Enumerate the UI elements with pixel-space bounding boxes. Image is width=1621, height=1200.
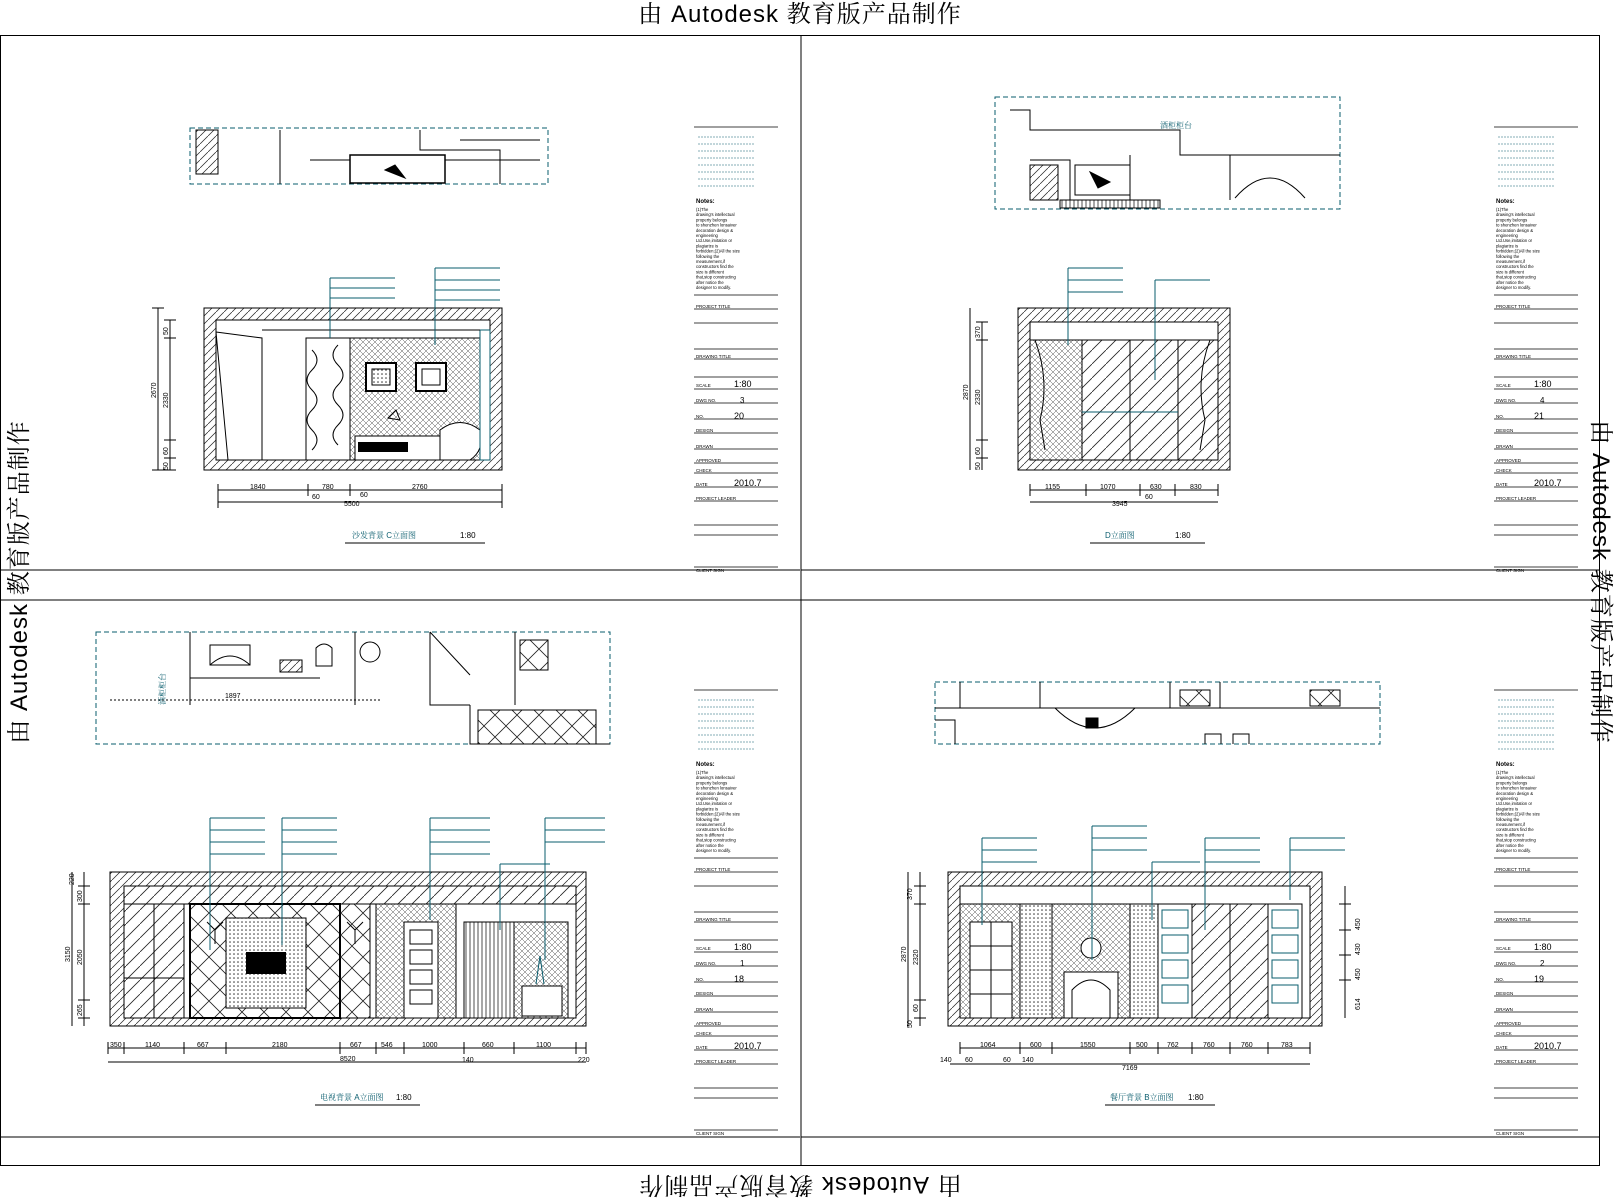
date-value: 2010.7 [1534,1041,1562,1051]
drawn-label: DRAWN [1496,1007,1513,1012]
leader-label: PROJECT LEADER [696,496,737,501]
notes-line: designer to modify. [1496,285,1532,290]
notes-line: decoration design & [696,227,734,233]
plan-label-tr: 酒柜柜台 [1160,121,1192,130]
view-title-tl-text: 沙发背景 C立面图 [352,531,416,540]
view-title-bl-text: 电视背景 A立面图 [320,1093,384,1102]
elevation-tl [204,308,502,470]
dwg-value: 2 [1540,959,1545,968]
view-title-tr-text: D立面图 [1105,531,1135,540]
dim-bl-h-9: 220 [578,1057,590,1064]
notes-line: plagiarize is [1496,243,1519,249]
no-value: 21 [1534,411,1545,421]
leader-label: PROJECT LEADER [1496,1059,1537,1064]
view-title-tl [345,530,485,543]
notes-line: Ltd.Use,imitation or [696,801,733,807]
notes-line: measurement,if [696,822,725,827]
dim-br-h-3: 500 [1136,1042,1148,1049]
dim-bl-h-1: 1140 [145,1042,161,1049]
dim-bl-h-0: 350 [110,1042,122,1049]
dim-bl-h-8: 1100 [536,1042,552,1049]
plan-view-br [935,682,1380,744]
dim-br-h-2: 1550 [1080,1042,1096,1049]
notes-line: Ltd.Use,imitation or [1496,801,1533,807]
check-label: CHECK [696,1031,712,1036]
title-block-br [1494,690,1578,1136]
title-block-bl [694,690,778,1136]
dim-br-h-5: 760 [1203,1042,1215,1049]
leader-label: PROJECT LEADER [696,1059,737,1064]
no-label: NO. [696,414,705,419]
notes-line: decoration design & [696,790,734,796]
leader-label: PROJECT LEADER [1496,496,1537,501]
scale-label: SCALE [696,383,711,388]
dwg-label: DWG NO. [696,398,717,403]
scale-label: SCALE [1496,946,1511,951]
project-title-label: PROJECT TITLE [1496,867,1531,872]
notes-label: Notes: [1496,762,1515,768]
notes-label: Notes: [696,762,715,768]
notes-line: constructors find the [696,264,734,270]
scale-label: SCALE [1496,383,1511,388]
notes-line: constructors find the [1496,264,1534,270]
plan-view-tl [190,128,548,184]
dim-bl-h-4: 667 [350,1042,362,1049]
client-sign-label: CLIENT SIGN [696,1131,725,1136]
dim-br-v-3: 50 [907,1020,914,1028]
notes-line: following the [696,253,720,259]
notes-line: (1)The [1496,770,1509,775]
dim-tr-v-1: 2330 [975,389,982,405]
date-value: 2010.7 [734,1041,762,1051]
dwg-value: 4 [1540,396,1545,405]
dim-tl-h-2: 2760 [412,484,428,491]
dwg-label: DWG NO. [696,961,717,966]
notes-line: measurement,if [1496,822,1525,827]
notes-line: after notice the [696,842,724,848]
elevation-tr [1018,308,1230,470]
dim-tl-h-0: 1840 [250,484,266,491]
dwg-label: DWG NO. [1496,398,1517,403]
dim-tr-h-1: 1070 [1100,484,1116,491]
dim-tl-total: 5500 [344,501,360,508]
drawn-label: DRAWN [696,444,713,449]
view-title-bl [315,1092,420,1105]
drawing-title-label: DRAWING TITLE [696,917,732,922]
dim-tr-h-0: 1155 [1045,484,1061,491]
dim-tr-v-2: 60 [975,447,982,455]
design-label: DESIGN [696,991,714,996]
drawing-title-label: DRAWING TITLE [696,354,732,359]
dim-br-h-0: 1064 [980,1042,996,1049]
notes-line: size is different [696,832,724,838]
notes-line: forbidden;(2)All the size [696,248,740,254]
dim-br-sub-3: 140 [1022,1057,1034,1064]
notes-line: that,stop constructing [696,837,736,843]
notes-line: engineering [696,796,718,801]
client-sign-label: CLIENT SIGN [1496,568,1525,573]
check-label: CHECK [696,468,712,473]
drawing-title-label: DRAWING TITLE [1496,354,1532,359]
check-label: CHECK [1496,1031,1512,1036]
notes-line: forbidden;(2)All the size [1496,248,1540,254]
dim-br-h-6: 760 [1241,1042,1253,1049]
dim-br-sub-0: 140 [940,1057,952,1064]
notes-line: property belongs [696,780,728,786]
project-title-label: PROJECT TITLE [696,304,731,309]
dim-tr-total: 3945 [1112,501,1128,508]
notes-line: to shenzhen lonsaiver [1496,222,1537,228]
notes-line: (1)The [696,770,709,775]
notes-line: size is different [696,269,724,275]
notes-line: designer to modify. [696,285,732,290]
dim-bl-h-6: 1000 [422,1042,438,1049]
dim-tr-v-3: 50 [975,462,982,470]
notes-line: plagiarize is [696,243,719,249]
dim-br-h-7: 783 [1281,1042,1293,1049]
dim-br-h-4: 762 [1167,1042,1179,1049]
notes-line: (1)The [696,207,709,212]
notes-line: constructors find the [1496,827,1534,833]
date-value: 2010.7 [1534,478,1562,488]
dim-tl-v-0: 50 [163,327,170,335]
dim-br-v-1: 2320 [913,949,920,965]
notes-line: that,stop constructing [696,274,736,280]
date-label: DATE [696,1045,708,1050]
notes-line: after notice the [696,279,724,285]
notes-line: plagiarize is [1496,806,1519,812]
dim-bl-total: 8520 [340,1056,356,1063]
notes-line: following the [1496,816,1520,822]
title-block-tl [694,127,778,573]
notes-line: that,stop constructing [1496,274,1536,280]
dim-tr-h-2: 630 [1150,484,1162,491]
notes-label: Notes: [1496,199,1515,205]
notes-line: drawing's intellectual [696,212,735,218]
dim-tl-v-1: 2330 [163,392,170,408]
no-label: NO. [696,977,705,982]
approved-label: APPROVED [1496,458,1522,463]
watermark-left: 由 Autodesk 教育版产品制作 [6,420,33,744]
sheet-top-left [151,128,548,543]
sheet-top-right [963,97,1340,543]
notes-line: size is different [1496,269,1524,275]
notes-line: constructors find the [696,827,734,833]
notes-line: plagiarize is [696,806,719,812]
dim-bl-v-3: 265 [77,1004,84,1016]
notes-line: engineering [1496,796,1518,801]
dwg-value: 3 [740,396,745,405]
dim-bl-h-3: 2180 [272,1042,288,1049]
notes-line: Ltd.Use,imitation or [1496,238,1533,244]
notes-line: measurement,if [1496,259,1525,264]
client-sign-label: CLIENT SIGN [1496,1131,1525,1136]
dim-tl-v-total: 2670 [151,382,158,398]
notes-line: drawing's intellectual [1496,775,1535,781]
view-scale-bl: 1:80 [396,1093,412,1102]
notes-line: decoration design & [1496,227,1534,233]
scale-value: 1:80 [1534,379,1552,389]
watermark-bottom: 由 Autodesk 教育版产品制作 [638,1171,962,1198]
notes-line: that,stop constructing [1496,837,1536,843]
notes-line: forbidden;(2)All the size [696,811,740,817]
notes-line: to shenzhen lonsaiver [1496,785,1537,791]
dim-tl-v-2: 60 [163,447,170,455]
view-scale-tr: 1:80 [1175,531,1191,540]
no-value: 20 [734,411,745,421]
view-title-br-text: 餐厅背景 B立面图 [1110,1093,1174,1102]
notes-line: to shenzhen lonsaiver [696,222,737,228]
date-label: DATE [696,482,708,487]
dim-bl-v-2: 2050 [77,949,84,965]
approved-label: APPROVED [696,458,722,463]
notes-line: decoration design & [1496,790,1534,796]
scale-value: 1:80 [1534,942,1552,952]
dim-br-vr-0: 450 [1355,918,1362,930]
notes-line: following the [696,816,720,822]
dim-bl-h-5: 546 [381,1042,393,1049]
design-label: DESIGN [696,428,714,433]
dwg-value: 1 [740,959,745,968]
notes-line: engineering [696,233,718,238]
notes-line: drawing's intellectual [696,775,735,781]
date-value: 2010.7 [734,478,762,488]
dim-tl-h-1: 780 [322,484,334,491]
notes-line: after notice the [1496,842,1524,848]
dim-br-v-0: 370 [907,888,914,900]
date-label: DATE [1496,1045,1508,1050]
view-title-tr [1090,530,1205,543]
view-scale-tl: 1:80 [460,531,476,540]
drawn-label: DRAWN [1496,444,1513,449]
scale-value: 1:80 [734,942,752,952]
dim-bl-v-total: 3150 [65,946,72,962]
dim-bl-sub-0: 140 [462,1057,474,1064]
notes-line: property belongs [696,217,728,223]
notes-line: engineering [1496,233,1518,238]
notes-line: after notice the [1496,279,1524,285]
project-title-label: PROJECT TITLE [1496,304,1531,309]
sheet-bottom-right [901,682,1380,1105]
notes-line: designer to modify. [1496,848,1532,853]
dim-tr-h-3: 830 [1190,484,1202,491]
dim-br-vr-3: 614 [1355,998,1362,1010]
notes-line: size is different [1496,832,1524,838]
notes-line: measurement,if [696,259,725,264]
project-title-label: PROJECT TITLE [696,867,731,872]
design-label: DESIGN [1496,991,1514,996]
no-value: 19 [1534,974,1545,984]
scale-label: SCALE [696,946,711,951]
dim-tl-sub-1: 60 [360,492,368,499]
dwg-label: DWG NO. [1496,961,1517,966]
dim-br-h-1: 600 [1030,1042,1042,1049]
design-label: DESIGN [1496,428,1514,433]
elevation-br [948,872,1322,1026]
dim-bl-h-7: 660 [482,1042,494,1049]
check-label: CHECK [1496,468,1512,473]
notes-line: designer to modify. [696,848,732,853]
dim-br-v-total: 2870 [901,946,908,962]
dim-tl-v-3: 50 [163,462,170,470]
dim-br-sub-2: 60 [1003,1057,1011,1064]
notes-line: to shenzhen lonsaiver [696,785,737,791]
dim-tl-sub-0: 60 [312,494,320,501]
approved-label: APPROVED [696,1021,722,1026]
dim-bl-v-0: 220 [69,873,76,885]
no-label: NO. [1496,414,1505,419]
notes-line: forbidden;(2)All the size [1496,811,1540,817]
plan-view-tr [995,97,1340,209]
dim-tr-v-0: 370 [975,326,982,338]
dim-br-vr-2: 450 [1355,968,1362,980]
scale-value: 1:80 [734,379,752,389]
dim-br-sub-1: 60 [965,1057,973,1064]
approved-label: APPROVED [1496,1021,1522,1026]
no-label: NO. [1496,977,1505,982]
dim-bl-v-1: 300 [77,890,84,902]
dim-br-total: 7169 [1122,1065,1138,1072]
client-sign-label: CLIENT SIGN [696,568,725,573]
sheet-bottom-left [65,632,610,1105]
notes-label: Notes: [696,199,715,205]
elevation-bl [110,872,586,1026]
notes-line: drawing's intellectual [1496,212,1535,218]
no-value: 18 [734,974,745,984]
drawing-title-label: DRAWING TITLE [1496,917,1532,922]
dim-tr-v-total: 2870 [963,384,970,400]
dim-br-vr-1: 430 [1355,943,1362,955]
notes-line: (1)The [1496,207,1509,212]
dim-tr-sub-0: 60 [1145,494,1153,501]
watermark-right: 由 Autodesk 教育版产品制作 [1587,420,1614,744]
drawn-label: DRAWN [696,1007,713,1012]
notes-line: property belongs [1496,780,1528,786]
notes-line: Ltd.Use,imitation or [696,238,733,244]
plan-view-bl [96,632,610,744]
dim-br-v-2: 60 [913,1004,920,1012]
plan-label-bl: 酒柜柜台 [158,673,167,705]
plan-dim-bl: 1897 [225,693,241,700]
notes-line: property belongs [1496,217,1528,223]
notes-line: following the [1496,253,1520,259]
view-scale-br: 1:80 [1188,1093,1204,1102]
watermark-top: 由 Autodesk 教育版产品制作 [638,1,962,28]
date-label: DATE [1496,482,1508,487]
title-block-tr [1494,127,1578,573]
dim-bl-h-2: 667 [197,1042,209,1049]
view-title-br [1105,1092,1215,1105]
